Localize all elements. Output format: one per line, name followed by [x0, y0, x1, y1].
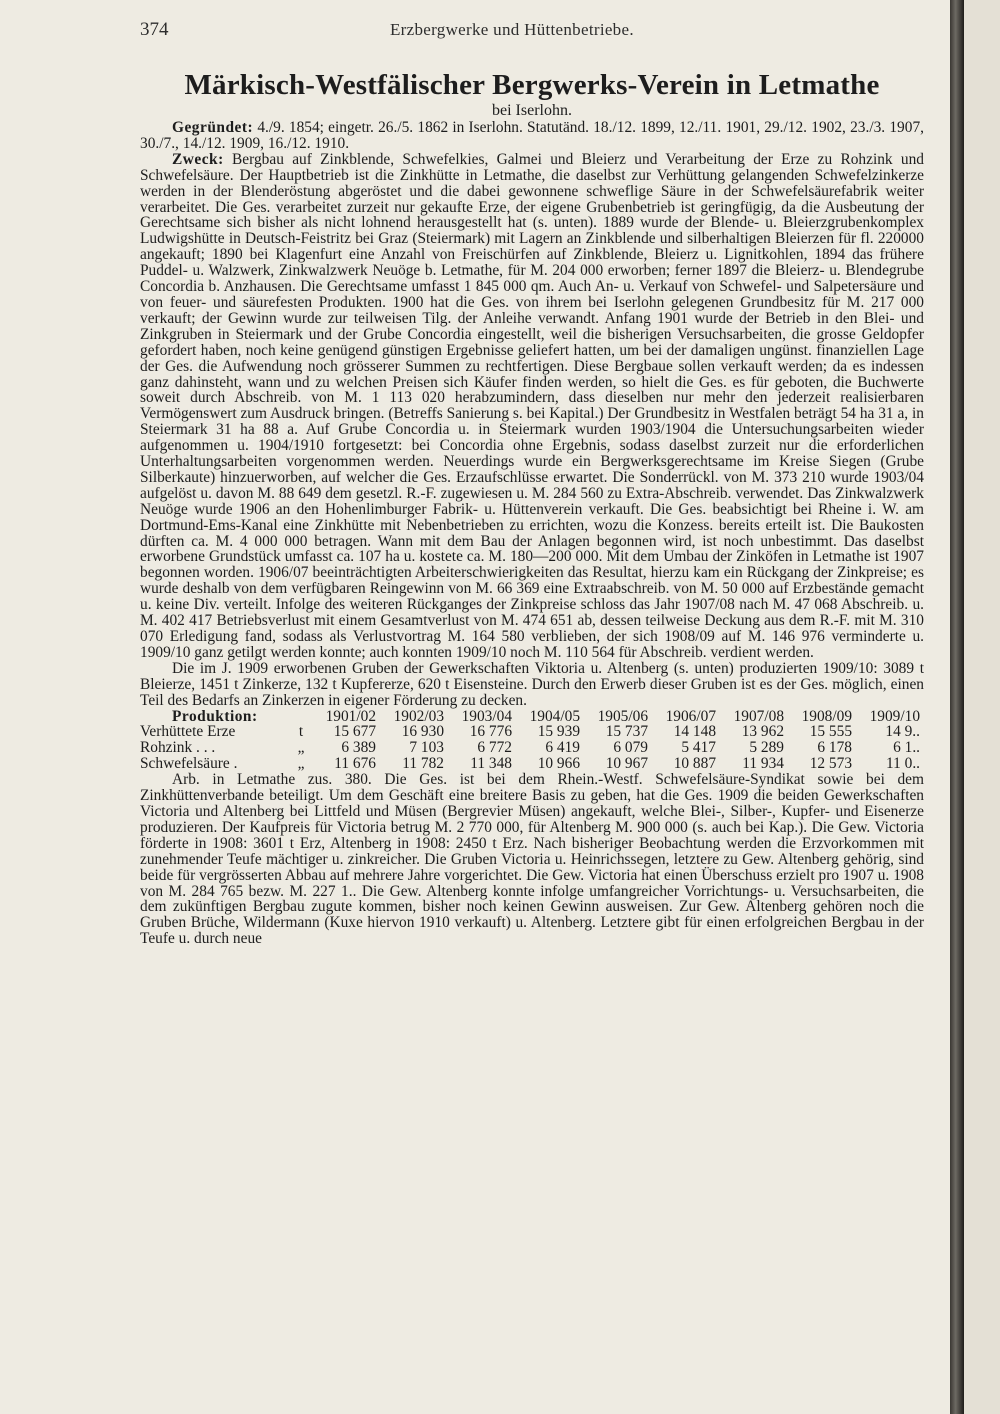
company-subtitle: bei Iserlohn.	[492, 102, 572, 119]
running-head-text: Erzbergwerke und Hüttenbetriebe.	[390, 20, 634, 39]
adjacent-page-strip	[964, 0, 1000, 1414]
table-cell: 15 677	[333, 723, 377, 741]
row-label: Schwefelsäure .	[140, 755, 238, 773]
purpose-text: Bergbau auf Zinkblende, Schwefelkies, Galmei und Bleierz und Verarbeitung der Erze zu Rohzink und Schwefelsäure. Der Hauptbetrieb ist die Zinkhütte in Letmathe, die daselbst zur Verhüttung gelangenden Schwefelzinkerze werden in der Blenderöstung abgeröstet und die dabei gewonnene schweflige Säure in der Schwefelsäurefabrik weiter verarbeitet. Die Ges. verarbeitet zurzeit nur gekaufte Erze, der eigene Grubenbetrieb ist geringfügig, da die Ausbeutung der Gerechtsame sich bisher als nicht lohnend herausgestellt hat (s. unten). 1889 wurde der Blende- u. Bleierzgrubenkomplex Ludwigshütte in Deutsch-Feistritz bei Graz (Steiermark) mit Lagern an Zinkblende und silberhaltigen Bleierzen für fl. 220000 angekauft; 1890 bei Klagenfurt eine Anzahl von Freischürfen auf Zinkblende, Bleierz u. Lignitkohlen, 1894 das frühere Puddel- u. Walzwerk, Zinkwalzwerk Neuöge b. Letmathe, für M. 204 000 erworben; ferner 1897 die Bleierz- u. Blendegrube Concordia b. Anzhausen. Die Gerechtsame umfasst 1 845 000 qm. Auch An- u. Verkauf von Schwefel- und Salpetersäure und von feuer- und säurefesten Produkten. 1900 hat die Ges. von ihrem bei Iserlohn gelegenen Grundbesitz für M. 217 000 verkauft; der Gewinn wurde zur teilweisen Tilg. der Anleihe verwandt. Anfang 1901 wurde der Betrieb in den Blei- und Zinkgruben in Steiermark und der Grube Concordia eingestellt, weil die bisherigen Versuchsarbeiten, die grosse Geldopfer gefordert haben, noch keine genügend günstigen Ergebnisse geliefert hatten, um bei der damaligen ungünst. finanziellen Lage der Ges. die Aufwendung noch grösserer Summen zu rechtfertigen. Diese Bergbaue sollen verkauft werden; da es indessen ganz dahinsteht, wann und zu welchen Preisen sich Käufer finden werden, so hielt die Ges. es für geboten, die Buchwerte soweit durch Abschreib. von M. 1 113 020 herabzumindern, dass dieselben nur mehr den jederzeit realisierbaren Vermögenswert zum Ausdruck bringen. (Betreffs Sanierung s. bei Kapital.) Der Grundbesitz in Westfalen beträgt 54 ha 31 a, in Steiermark 31 ha 88 a. Auf Grube Concordia u. in Steiermark wurden 1903/1904 die Untersuchungsarbeiten wieder aufgenommen u. 1904/1910 fortgesetzt: bei Concordia ohne Ergebnis, sodass daselbst zurzeit nur die erforderlichen Unterhaltungsarbeiten vorgenommen werden. Neuerdings wurde ein Bergwerksgerechtsame im Kreise Siegen (Grube Silberkaute) hinzuerworben, auf welcher die Ges. Erzaufschlüsse erwartet. Die Sonderrückl. von M. 373 210 wurde 1903/04 aufgelöst u. davon M. 88 649 dem gesetzl. R.-F. zugewiesen u. M. 284 560 zu Extra-Abschreib. verwendet. Das Zinkwalzwerk Neuöge wurde 1906 an den Hohenlimburger Fabrik- u. Hüttenverein verkauft. Die Ges. beabsichtigt bei Rheine i. W. am Dortmund-Ems-Kanal eine Zinkhütte mit Nebenbetrieben zu errichten, wozu die Konzess. bereits erteilt ist. Die Baukosten dürften ca. M. 4 000 000 betragen. Wann mit dem Bau der Anlagen begonnen wird, ist noch unbestimmt. Das daselbst erworbene Grundstück umfasst ca. 107 ha u. kostete ca. M. 180—200 000. Mit dem Umbau der Zinköfen in Letmathe ist 1907 begonnen worden. 1906/07 beeinträchtigten Arbeiterschwierigkeiten das Resultat, hierzu kam ein Rückgang der Zinkpreise; es wurde deshalb von dem verfügbaren Reingewinn von M. 66 369 eine Extraabschreib. von M. 50 000 auf Erzbestände gemacht u. keine Div. verteilt. Infolge des weiteren Rückganges der Zinkpreise schloss das Jahr 1907/08 nach M. 47 068 Abschreib. u. M. 402 417 Betriebsverlust mit einem Gesamtverlust von M. 474 651 ab, dessen teilweise Deckung aus dem R.-F. mit M. 310 070 Erledigung fand, sodass als Verlustvortrag M. 164 580 verblieben, der sich 1908/09 auf M. 146 976 verminderte u. 1909/10 ganz getilgt werden konnte; auch konnten 1909/10 noch M. 110 564 für Abschreib. verdient werden.	[140, 150, 924, 661]
table-cell: 12 573	[809, 755, 853, 773]
table-cell: 15 939	[537, 723, 581, 741]
table-row	[140, 756, 924, 772]
table-cell: 11 934	[742, 755, 785, 773]
table-cell: 5 417	[681, 739, 717, 757]
production-label-cell	[140, 709, 312, 725]
table-cell: 6 419	[545, 739, 581, 757]
table-cell: 15 737	[605, 723, 649, 741]
table-cell: 11 0..	[885, 755, 921, 773]
year-header: 1902/03	[393, 707, 445, 725]
page-number: 374	[140, 19, 169, 40]
row-unit: „	[297, 739, 305, 757]
table-cell: 6 389	[341, 739, 377, 757]
table-row	[140, 724, 924, 740]
year-header: 1906/07	[665, 707, 717, 725]
year-header: 1907/08	[733, 707, 785, 725]
purpose-paragraph	[140, 152, 924, 661]
table-cell: 5 289	[749, 739, 785, 757]
workers-paragraph: Arb. in Letmathe zus. 380. Die Ges. ist bei dem Rhein.-Westf. Schwefelsäure-Syndikat sowie bei dem Zinkhüttenverbande beteiligt. Um dem Geschäft eine breitere Basis zu geben, hat die Ges. 1909 die beiden Gewerkschaften Victoria und Altenberg bei Littfeld und Müsen (Bergrevier Müsen) angekauft, welche Blei-, Silber-, Kupfer- und Eisenerze produzieren. Der Kaufpreis für Victoria betrug M. 2 770 000, für Altenberg M. 900 000 (s. auch bei Kap.). Die Gew. Victoria förderte in 1908: 3601 t Erz, Altenberg in 1908: 2450 t Erz. Nach bisheriger Beobachtung werden die Erzvorkommen mit zunehmender Teufe mächtiger u. zinkreicher. Die Gruben Victoria u. Heinrichssegen, letztere zu Gew. Altenberg gehörig, sind beide für vergrösserten Abbau auf mehrere Jahre vorgerichtet. Die Gew. Victoria hat einen Überschuss erzielt pro 1907 u. 1908 von M. 284 765 bezw. M. 227 1.. Die Gew. Altenberg konnte infolge umfangreicher Vorrichtungs- u. Versuchsarbeiten, die dem zukünftigen Bergbau zugute kommen, bisher noch keinen Gewinn ausweisen. Zur Gew. Altenberg gehören noch die Gruben Brüche, Wildermann (Kuxe hiervon 1910 verkauft) u. Altenberg. Letztere gibt für einen erfolgreichen Bergbau in der Teufe u. durch neue	[140, 771, 924, 948]
row-label: Verhüttete Erze	[140, 723, 236, 741]
founded-label: Gegründet:	[172, 119, 254, 136]
table-cell: 6 178	[817, 739, 853, 757]
page-content	[140, 19, 924, 948]
founded-paragraph	[140, 120, 924, 152]
production-table	[140, 709, 924, 773]
year-header: 1908/09	[801, 707, 853, 725]
table-cell: 16 776	[469, 723, 513, 741]
table-row	[140, 740, 924, 756]
founded-text: 4./9. 1854; eingetr. 26./5. 1862 in Iserlohn. Statutänd. 18./12. 1899, 12./11. 1901, 29./12. 1902, 23./3. 1907, 30./7., 14./12. 1909, 16./12. 1910.	[140, 119, 924, 152]
year-header: 1904/05	[529, 707, 581, 725]
running-header	[140, 19, 924, 58]
book-gutter	[950, 0, 964, 1414]
table-cell: 15 555	[809, 723, 853, 741]
purpose-label: Zweck:	[172, 150, 224, 168]
year-header: 1909/10	[869, 707, 921, 725]
table-cell: 10 966	[537, 755, 581, 773]
row-unit: „	[297, 755, 305, 773]
production-header-row	[140, 709, 924, 725]
year-header: 1901/02	[325, 707, 377, 725]
table-cell: 16 930	[401, 723, 445, 741]
production-label: Produktion:	[172, 707, 258, 725]
table-cell: 13 962	[741, 723, 785, 741]
row-unit: t	[298, 723, 304, 741]
mines-paragraph: Die im J. 1909 erworbenen Gruben der Gewerkschaften Viktoria u. Altenberg (s. unten) produzierten 1909/10: 3089 t Bleierze, 1451 t Zinkerze, 132 t Kupfererze, 620 t Eisensteine. Durch den Erwerb dieser Gruben ist es der Ges. möglich, einen Teil des Bedarfs an Zinkerzen in eigener Förderung zu decken.	[140, 659, 924, 709]
table-cell: 7 103	[409, 739, 445, 757]
year-header: 1903/04	[461, 707, 513, 725]
table-cell: 10 887	[673, 755, 717, 773]
table-cell: 14 9..	[885, 723, 921, 741]
table-cell: 11 782	[402, 755, 445, 773]
table-cell: 6 079	[613, 739, 649, 757]
row-label: Rohzink . . .	[140, 739, 216, 757]
year-header: 1905/06	[597, 707, 649, 725]
table-cell: 6 1..	[893, 739, 921, 757]
table-cell: 14 148	[673, 723, 717, 741]
table-cell: 10 967	[605, 755, 649, 773]
table-cell: 11 676	[334, 755, 377, 773]
table-cell: 11 348	[470, 755, 513, 773]
company-title: Märkisch-Westfälischer Bergwerks-Verein in Letmathe	[184, 69, 880, 101]
table-cell: 6 772	[477, 739, 513, 757]
